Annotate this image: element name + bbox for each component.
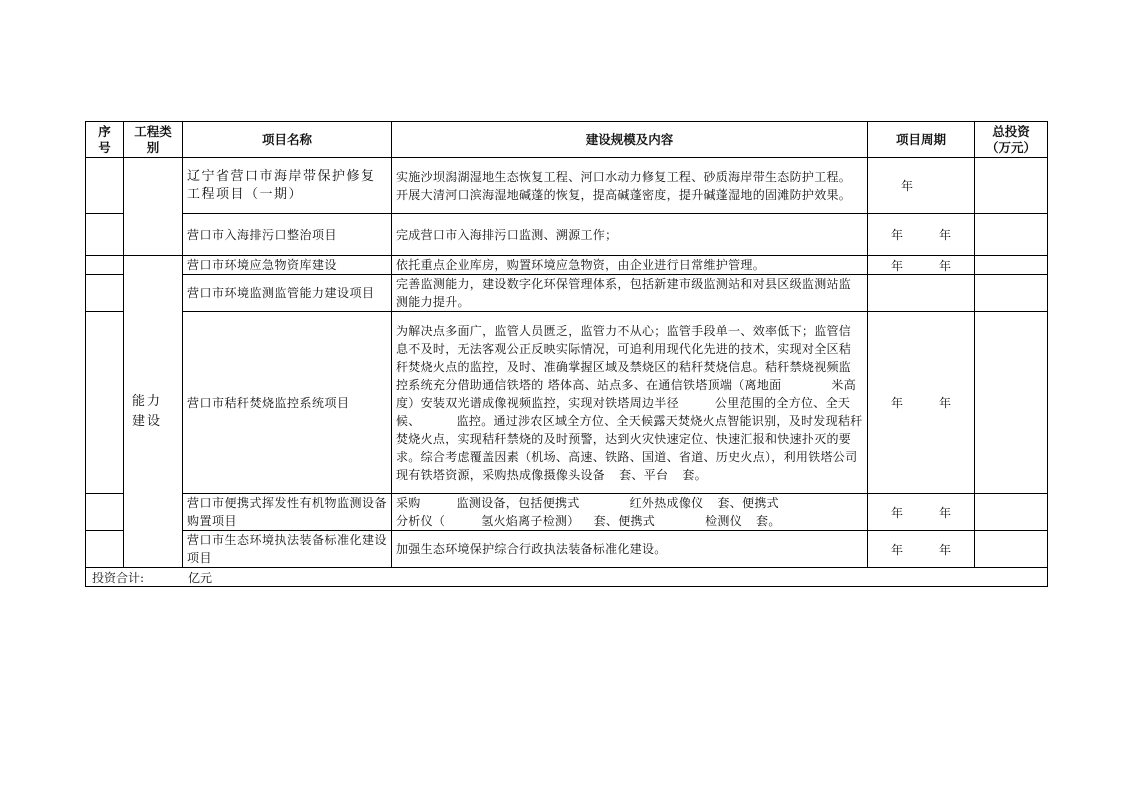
project-name: 营口市秸秆焚烧监控系统项目: [183, 312, 392, 494]
content-part: 米高度）安装双光谱成像视频监控，实现对铁塔周边半径: [396, 377, 857, 410]
project-period: [868, 275, 975, 312]
period-end: 年: [939, 396, 952, 410]
seq-cell: [86, 531, 124, 568]
header-category: 工程类别: [124, 122, 183, 158]
content-part: 套。: [756, 514, 781, 528]
content-part: 套、便携式: [593, 514, 656, 528]
content-part: 监控。通过涉农区域全方位、全天候露天焚烧火点智能识别，及时发现秸秆焚烧火点，实现秸秆禁烧的及时预警，达到火灾快速定位、快速汇报和快速扑灭的要求。综合考虑覆盖因素（机场、高速、铁路、国道、省道、历史火点），利用铁塔公司现有铁塔资源，采购热成像摄像头设备: [396, 413, 863, 482]
table-row: [86, 494, 1048, 531]
content-part: 套、平台: [619, 467, 669, 482]
content-part: 为解决点多面广，监管人员匮乏，监管力不从心；监管手段单一、效率低下；监管信息不及时，无法客观公正反映实际情况，可追利用现代化先进的技术，实现对全区秸秆焚烧火点的监控，及时、准确掌握区域及禁烧区的秸秆焚烧信息。秸秆禁烧视频监控系统充分借助通信铁塔的 塔体高、站点多、在通信铁塔顶端（离地面: [396, 323, 852, 392]
project-period: [868, 256, 975, 275]
period-end: 年: [939, 258, 952, 273]
header-seq: 序号: [86, 122, 124, 158]
header-content: 建设规模及内容: [392, 122, 868, 158]
project-period: [868, 158, 975, 214]
period-start: 年: [890, 396, 903, 410]
table-row: [86, 158, 1048, 214]
project-content: 依托重点企业库房，购置环境应急物资，由企业进行日常维护管理。: [392, 256, 868, 275]
content-part: 套、便携式: [717, 496, 779, 510]
total-row: [86, 568, 1048, 587]
seq-cell: [86, 158, 124, 214]
seq-cell: [86, 256, 124, 275]
period-end: 年: [939, 228, 952, 242]
content-part: 分析仪（: [396, 514, 446, 528]
content-part: 氢火焰离子检测）: [481, 514, 580, 528]
period-start: 年: [890, 542, 903, 557]
content-part: 红外热成像仪: [629, 496, 704, 510]
investment-cell: [975, 275, 1048, 312]
content-part: 监测设备，包括便携式: [456, 496, 580, 510]
project-content: 完善监测能力，建设数字化环保管理体系，包括新建市级监测站和对县区级监测站监测能力提升。: [392, 275, 868, 312]
period-start: 年: [890, 258, 903, 273]
project-name: 营口市生态环境执法装备标准化建设项目: [183, 531, 392, 568]
seq-cell: [86, 312, 124, 494]
investment-cell: [975, 494, 1048, 531]
project-period: [868, 214, 975, 256]
project-content: 实施沙坝潟湖湿地生态恢复工程、河口水动力修复工程、砂质海岸带生态防护工程。开展大清河口滨海湿地碱蓬的恢复，提高碱蓬密度，提升碱蓬湿地的固滩防护效果。: [392, 158, 868, 214]
table-row: [86, 214, 1048, 256]
project-content: 加强生态环境保护综合行政执法装备标准化建设。: [392, 531, 868, 568]
category-cell: [124, 256, 183, 568]
project-table: [85, 121, 1048, 587]
header-investment: 总投资（万元）: [975, 122, 1048, 158]
investment-cell: [975, 256, 1048, 275]
project-name: 营口市环境监测监管能力建设项目: [183, 275, 392, 312]
project-period: [868, 312, 975, 494]
project-name: 营口市环境应急物资库建设: [183, 256, 392, 275]
period-end: 年: [939, 542, 952, 557]
investment-cell: [975, 158, 1048, 214]
total-cell: [86, 568, 1048, 587]
seq-cell: [86, 214, 124, 256]
seq-cell: [86, 494, 124, 531]
project-period: [868, 494, 975, 531]
table-row: [86, 312, 1048, 494]
content-part: 检测仪: [705, 514, 743, 528]
period-start: 年: [890, 228, 903, 242]
seq-cell: [86, 275, 124, 312]
project-period: [868, 531, 975, 568]
category-cell: [124, 158, 183, 256]
header-row: [86, 122, 1048, 158]
category-label: 能力建设: [132, 393, 163, 429]
investment-cell: [975, 312, 1048, 494]
period-end: 年: [939, 505, 952, 520]
investment-cell: [975, 531, 1048, 568]
content-part: 采购: [396, 496, 421, 510]
content-part: 公里范围的全方位、全天候、: [396, 395, 851, 428]
table-row: [86, 256, 1048, 275]
total-unit: 亿元: [188, 570, 213, 585]
table-row: [86, 531, 1048, 568]
project-name: 营口市入海排污口整治项目: [183, 214, 392, 256]
project-content: 完成营口市入海排污口监测、溯源工作；: [392, 214, 868, 256]
project-content: [392, 312, 868, 494]
project-name: 辽宁省营口市海岸带保护修复工程项目（一期）: [183, 158, 392, 214]
content-part: 套。: [682, 467, 707, 482]
header-name: 项目名称: [183, 122, 392, 158]
period-start: 年: [890, 505, 903, 520]
header-period: 项目周期: [868, 122, 975, 158]
project-name: 营口市便携式挥发性有机物监测设备购置项目: [183, 494, 392, 531]
period-start: 年: [901, 179, 914, 193]
investment-cell: [975, 214, 1048, 256]
table-row: [86, 275, 1048, 312]
total-label: 投资合计:: [92, 570, 145, 585]
project-content: [392, 494, 868, 531]
